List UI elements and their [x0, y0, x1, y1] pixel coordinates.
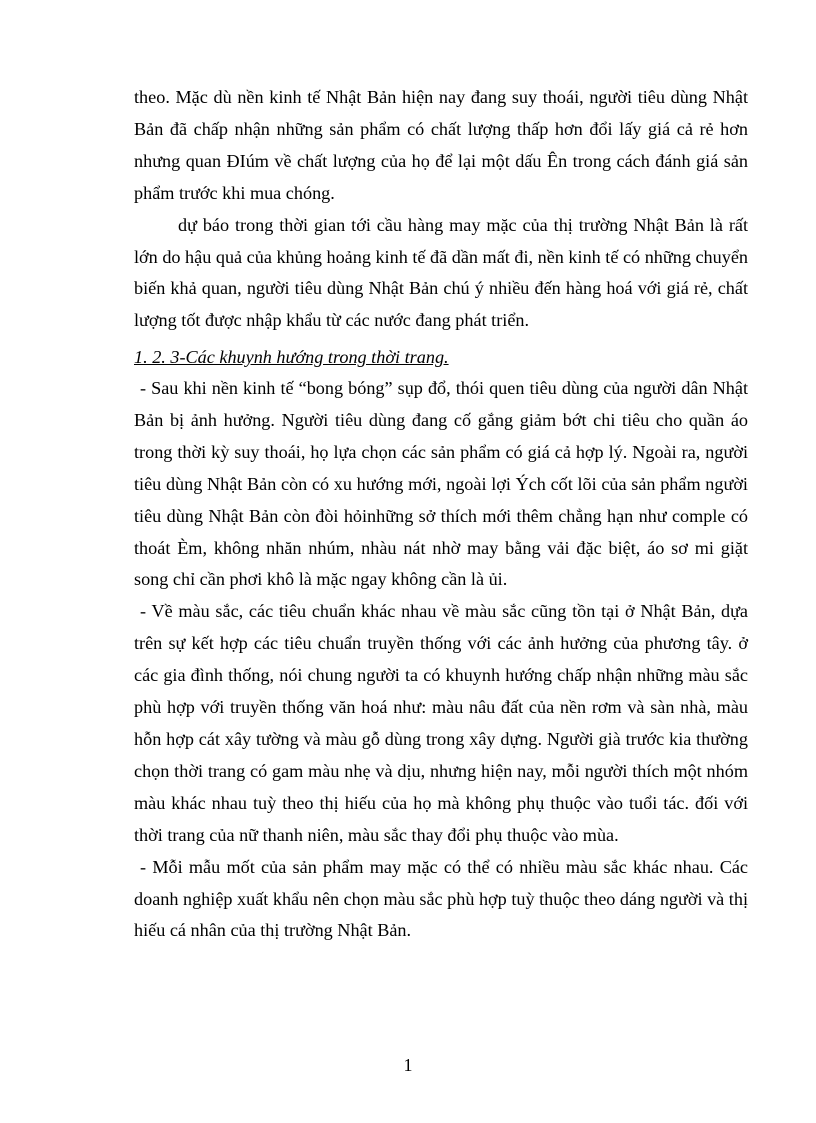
paragraph-color-variety: - Mỗi mẫu mốt của sản phẩm may mặc có thể có nhiều màu sắc khác nhau. Các doanh nghiệp xuất khẩu nên chọn màu sắc phù hợp tuỳ thuộc theo dáng người và thị hiếu cá nhân của thị trường Nhật Bản. — [134, 856, 748, 941]
paragraph-color-standards: - Về màu sắc, các tiêu chuẩn khác nhau về màu sắc cũng tồn tại ở Nhật Bản, dựa trên sự kết hợp các tiêu chuẩn truyền thống với các ảnh hưởng của phương tây. ở các gia đình thống, nói chung người ta có khuynh hướng chấp nhận những màu sắc phù hợp với truyền thống văn hoá như: màu nâu đất của nền rơm và sàn nhà, màu hỗn hợp cát xây tường và màu gỗ dùng trong xây dựng. Người già trước kia thường chọn thời trang có gam màu nhẹ và dịu, nhưng hiện nay, mỗi người thích một nhóm màu khác nhau tuỳ theo thị hiếu của họ mà không phụ thuộc vào tuổi tác. đối với thời trang của nữ thanh niên, màu sắc thay đổi phụ thuộc vào mùa. — [134, 601, 748, 845]
page-number: 1 — [403, 1055, 413, 1075]
body-text-top — [134, 82, 748, 337]
paragraph-forecast: dự báo trong thời gian tới cầu hàng may mặc của thị trường Nhật Bản là rất lớn do hậu quả của khủng hoảng kinh tế đã dần mất đi, nền kinh tế có những chuyển biến khả quan, người tiêu dùng Nhật Bản chú ý nhiều đến hàng hoá với giá rẻ, chất lượng tốt được nhập khẩu từ các nước đang phát triển. — [134, 214, 748, 331]
paragraph-consumer-habits: - Sau khi nền kinh tế “bong bóng” sụp đổ, thói quen tiêu dùng của người dân Nhật Bản bị ảnh hưởng. Người tiêu dùng đang cố gắng giảm bớt chi tiêu cho quần áo trong thời kỳ suy thoái, họ lựa chọn các sản phẩm có giá cả hợp lý. Ngoài ra, người tiêu dùng Nhật Bản còn có xu hướng mới, ngoài lợi Ých cốt lõi của sản phẩm người tiêu dùng Nhật Bản còn đòi hỏinhững sở thích mới thêm chẳng hạn như comple có thoát Èm, không nhăn nhúm, nhàu nát nhờ may bằng vải đặc biệt, áo sơ mi giặt song chỉ cần phơi khô là mặc ngay không cần là ủi. — [134, 378, 748, 590]
section-heading: 1. 2. 3-Các khuynh hướng trong thời trang. — [134, 347, 449, 367]
paragraph-continuation: theo. Mặc dù nền kinh tế Nhật Bản hiện nay đang suy thoái, người tiêu dùng Nhật Bản đã chấp nhận những sản phẩm có chất lượng thấp hơn đổi lấy giá cả rẻ hơn nhưng quan ĐIúm về chất lượng của họ để lại một dấu Ên trong cách đánh giá sản phẩm trước khi mua chóng. — [134, 87, 748, 203]
body-text-bottom — [134, 373, 748, 947]
